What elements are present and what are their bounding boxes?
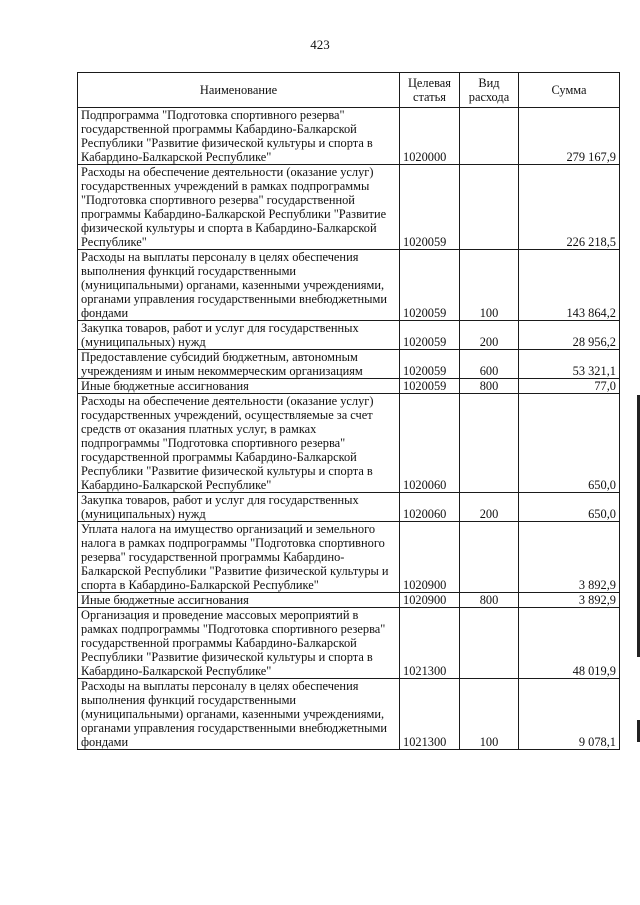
header-name: Наименование [78,73,400,108]
row-expense-type [460,608,519,679]
row-sum: 9 078,1 [519,679,620,750]
row-expense-type: 600 [460,350,519,379]
row-sum: 143 864,2 [519,250,620,321]
row-expense-type [460,165,519,250]
row-target-article: 1020059 [400,250,460,321]
row-name: Предоставление субсидий бюджетным, автономным учреждениям и иным некоммерческим организациям [78,350,400,379]
row-name: Уплата налога на имущество организаций и земельного налога в рамках подпрограммы "Подготовка спортивного резерва" государственной программы Кабардино-Балкарской Республики "Развитие физической культуры и спорта в Кабардино-Балкарской Республике" [78,522,400,593]
row-sum: 77,0 [519,379,620,394]
table-row [78,108,620,165]
table-row [78,522,620,593]
row-target-article: 1020900 [400,593,460,608]
row-expense-type [460,108,519,165]
row-target-article: 1020059 [400,165,460,250]
row-sum: 3 892,9 [519,593,620,608]
row-name: Расходы на выплаты персоналу в целях обеспечения выполнения функций государственными (муниципальными) органами, казенными учреждениями, органами управления государственными внебюджетными фондами [78,679,400,750]
row-sum: 650,0 [519,394,620,493]
table-row [78,165,620,250]
row-target-article: 1020000 [400,108,460,165]
row-sum: 650,0 [519,493,620,522]
row-sum: 53 321,1 [519,350,620,379]
row-expense-type: 800 [460,593,519,608]
row-target-article: 1021300 [400,608,460,679]
row-name: Расходы на обеспечение деятельности (оказание услуг) государственных учреждений в рамках подпрограммы "Подготовка спортивного резерва" государственной программы Кабардино-Балкарской Республики "Развитие физической культуры и спорта в Кабардино-Балкарской Республике" [78,165,400,250]
table-row [78,350,620,379]
table-row [78,679,620,750]
row-target-article: 1020059 [400,379,460,394]
row-target-article: 1020059 [400,321,460,350]
row-sum: 3 892,9 [519,522,620,593]
row-target-article: 1020060 [400,493,460,522]
row-target-article: 1020060 [400,394,460,493]
row-sum: 226 218,5 [519,165,620,250]
header-target-article: Целевая статья [400,73,460,108]
row-sum: 279 167,9 [519,108,620,165]
row-expense-type [460,394,519,493]
row-name: Организация и проведение массовых мероприятий в рамках подпрограммы "Подготовка спортивного резерва" государственной программы Кабардино-Балкарской Республики "Развитие физической культуры и спорта в Кабардино-Балкарской Республике" [78,608,400,679]
row-name: Закупка товаров, работ и услуг для государственных (муниципальных) нужд [78,493,400,522]
table-header-row [78,73,620,108]
row-expense-type: 100 [460,679,519,750]
row-target-article: 1021300 [400,679,460,750]
row-sum: 48 019,9 [519,608,620,679]
header-expense-type: Вид расхода [460,73,519,108]
row-name: Расходы на выплаты персоналу в целях обеспечения выполнения функций государственными (муниципальными) органами, казенными учреждениями, органами управления государственными внебюджетными фондами [78,250,400,321]
row-name: Иные бюджетные ассигнования [78,379,400,394]
table-row [78,608,620,679]
table-row [78,250,620,321]
table-row [78,321,620,350]
table-header [78,73,620,108]
header-sum: Сумма [519,73,620,108]
table-row [78,593,620,608]
row-name: Закупка товаров, работ и услуг для государственных (муниципальных) нужд [78,321,400,350]
row-target-article: 1020900 [400,522,460,593]
row-expense-type [460,522,519,593]
table-row [78,493,620,522]
table-body [78,108,620,750]
row-sum: 28 956,2 [519,321,620,350]
row-target-article: 1020059 [400,350,460,379]
page-number: 423 [310,37,330,52]
table-row [78,394,620,493]
row-expense-type: 800 [460,379,519,394]
row-expense-type: 100 [460,250,519,321]
row-expense-type: 200 [460,321,519,350]
row-name: Подпрограмма "Подготовка спортивного резерва" государственной программы Кабардино-Балкарской Республики "Развитие физической культуры и спорта в Кабардино-Балкарской Республике" [78,108,400,165]
budget-table [77,72,620,750]
table-row [78,379,620,394]
row-expense-type: 200 [460,493,519,522]
row-name: Иные бюджетные ассигнования [78,593,400,608]
row-name: Расходы на обеспечение деятельности (оказание услуг) государственных учреждений, осуществляемые за счет средств от оказания платных услуг, в рамках подпрограммы "Подготовка спортивного резерва" государственной программы Кабардино-Балкарской Республики "Развитие физической культуры и спорта в Кабардино-Балкарской Республике" [78,394,400,493]
